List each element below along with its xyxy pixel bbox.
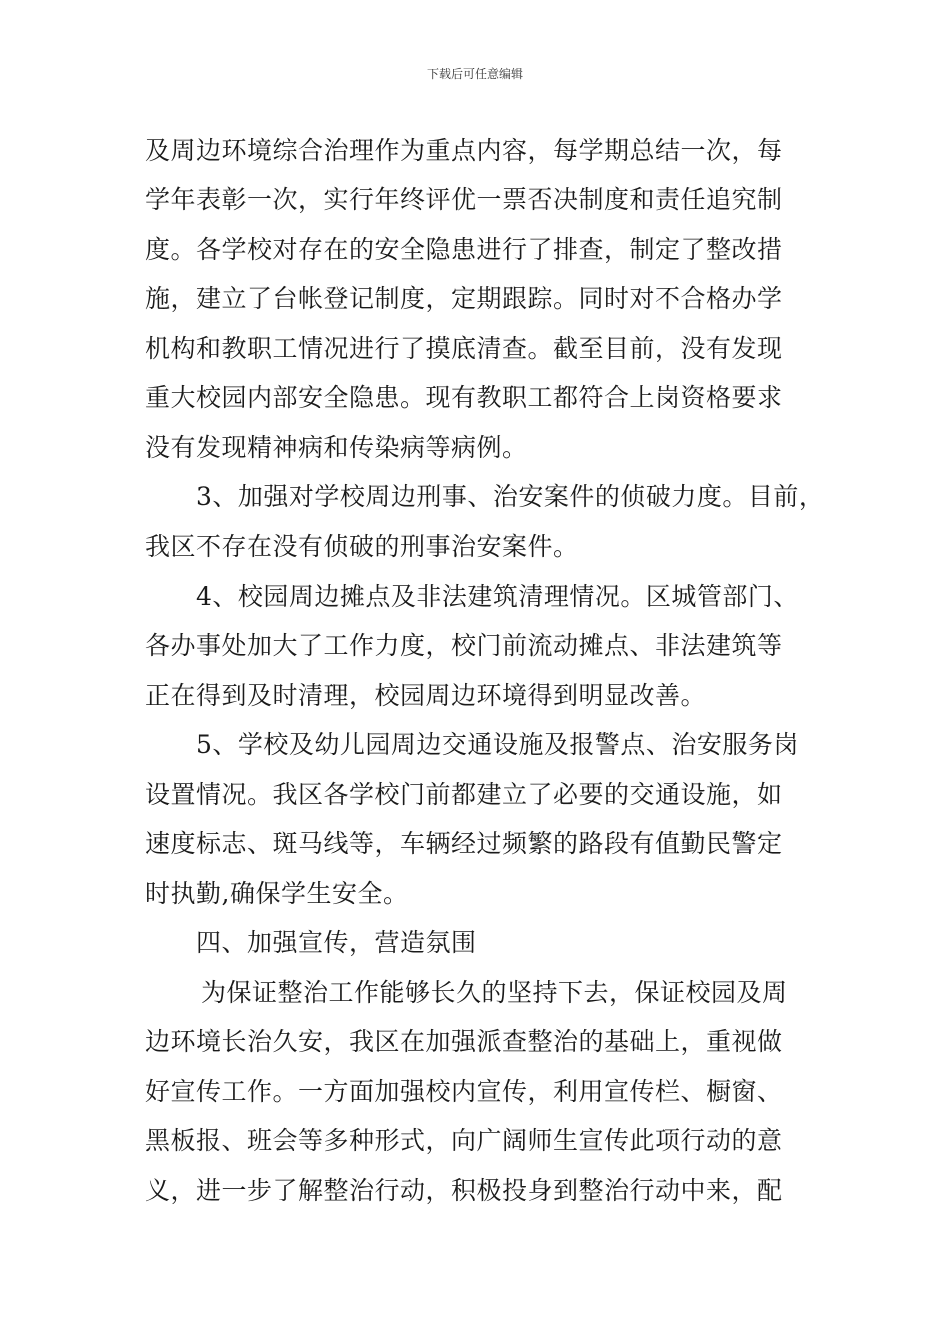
text-line: 我区不存在没有侦破的刑事治安案件。 (145, 532, 579, 561)
text-line: 及周边环境综合治理作为重点内容，每学期总结一次，每 (145, 136, 783, 165)
text-line: 各办事处加大了工作力度，校门前流动摊点、非法建筑等 (145, 631, 783, 660)
page-header-note: 下载后可任意编辑 (426, 67, 523, 81)
text-line: 黑板报、班会等多种形式，向广阔师生宣传此项行动的意 (145, 1126, 783, 1155)
text-line: 时执勤,确保学生安全。 (145, 879, 409, 908)
paragraph-start-line: 为保证整治工作能够长久的坚持下去，保证校园及周 (201, 978, 788, 1007)
paragraph-start-line: 3、加强对学校周边刑事、治安案件的侦破力度。目前， (196, 482, 825, 511)
paragraph-start-line: 5、学校及幼儿园周边交通设施及报警点、治安服务岗 (196, 730, 799, 759)
text-line: 没有发现精神病和传染病等病例。 (145, 433, 528, 462)
text-line: 义，进一步了解整治行动，积极投身到整治行动中来，配 (145, 1176, 783, 1205)
text-line: 边环境长治久安，我区在加强派查整治的基础上，重视做 (145, 1027, 783, 1056)
text-line: 正在得到及时清理，校园周边环境得到明显改善。 (145, 681, 707, 710)
text-line: 重大校园内部安全隐患。现有教职工都符合上岗资格要求 (145, 383, 783, 412)
text-line: 学年表彰一次，实行年终评优一票否决制度和责任追究制 (145, 185, 783, 214)
section-heading: 四、加强宣传，营造氛围 (196, 928, 477, 957)
text-line: 好宣传工作。一方面加强校内宣传，利用宣传栏、橱窗、 (145, 1077, 783, 1106)
text-line: 设置情况。我区各学校门前都建立了必要的交通设施，如 (145, 780, 783, 809)
text-line: 速度标志、斑马线等，车辆经过频繁的路段有值勤民警定 (145, 829, 783, 858)
text-line: 度。各学校对存在的安全隐患进行了排查，制定了整改措 (145, 235, 783, 264)
text-line: 机构和教职工情况进行了摸底清查。截至目前，没有发现 (145, 334, 783, 363)
text-line: 施，建立了台帐登记制度，定期跟踪。同时对不合格办学 (145, 284, 783, 313)
paragraph-start-line: 4、校园周边摊点及非法建筑清理情况。区城管部门、 (196, 582, 799, 611)
